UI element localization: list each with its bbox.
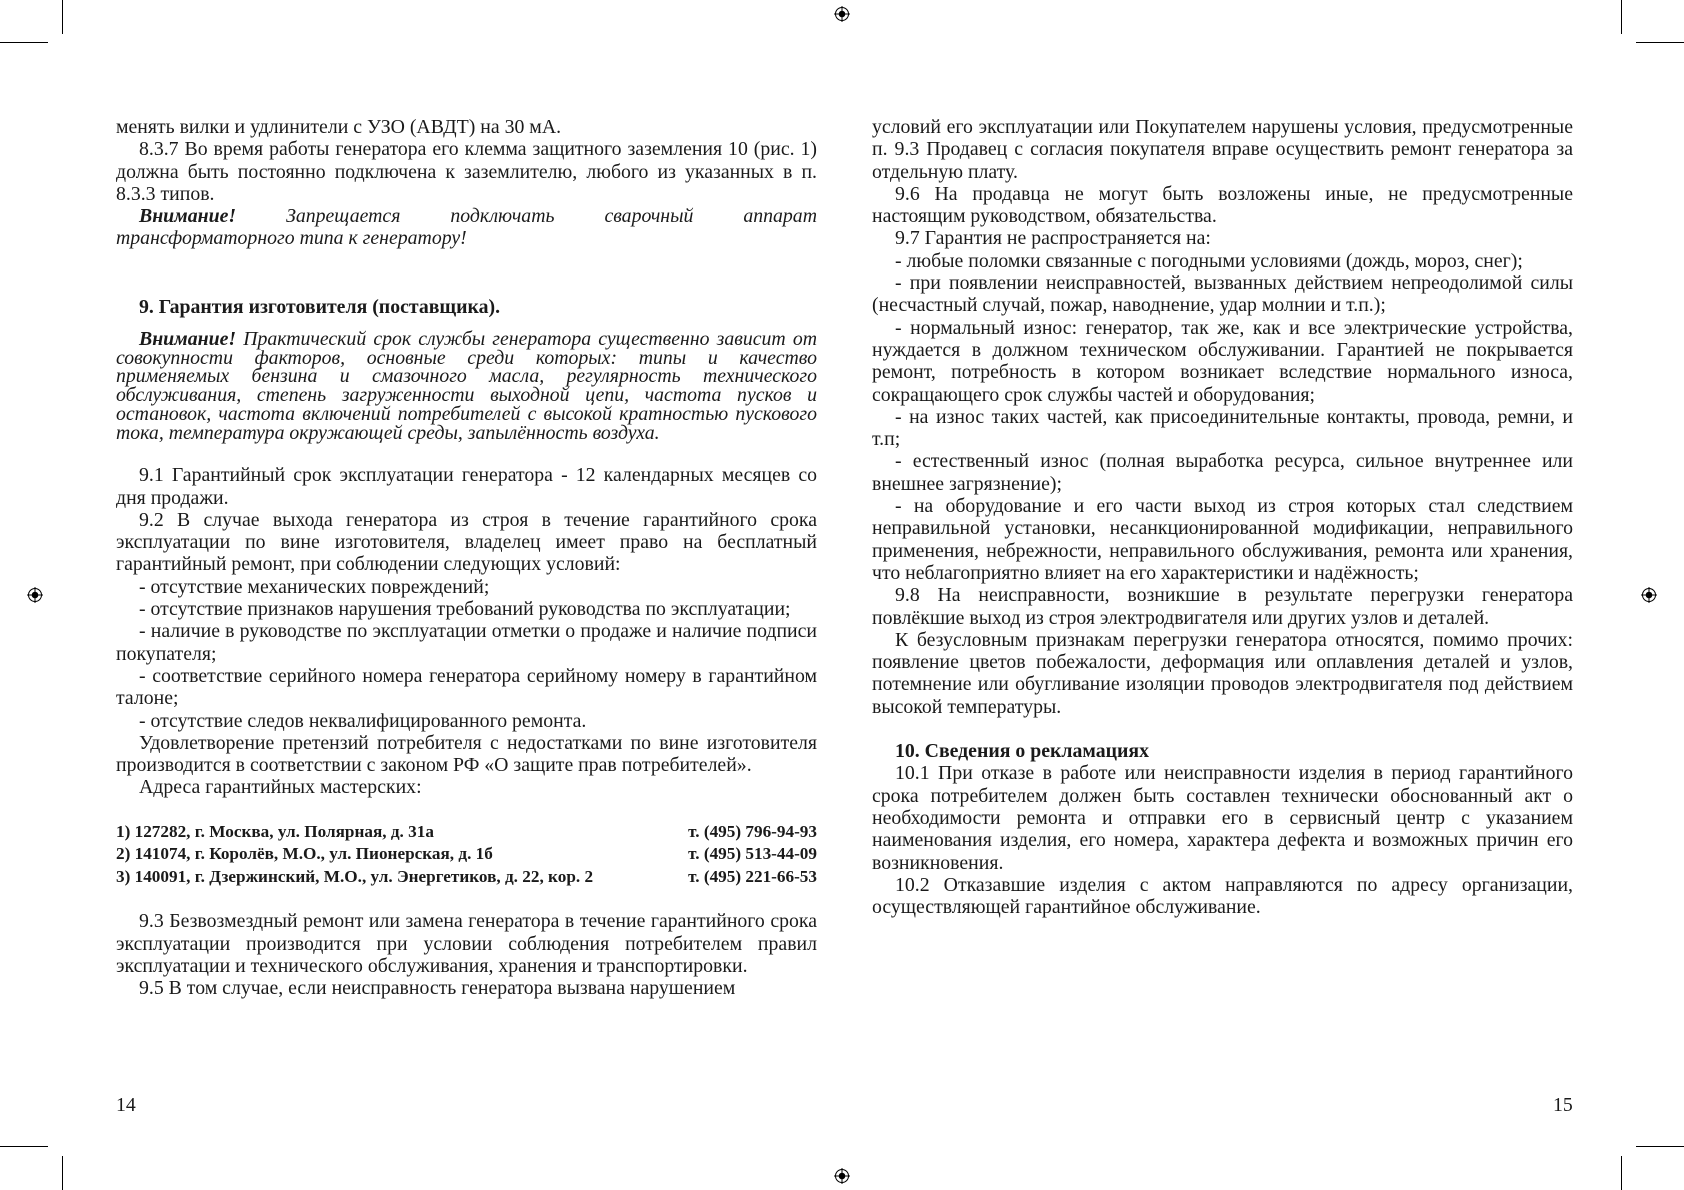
registration-mark-icon	[1641, 587, 1657, 603]
list-item: - отсутствие следов неквалифицированного ремонта.	[139, 709, 587, 732]
crop-mark	[0, 42, 48, 43]
warning-text: Практический срок службы генератора существенно зависит от совокупности факторов, основные среди которых: типы и качество применяемых бензина и смазочного масла, регулярность технического обслуживания, степень загруженности выходной цепи, частота пусков и остановок, частота включений потребителей с высокой кратностью пускового тока, температура окружающей среды, запылённость воздуха.	[116, 328, 817, 444]
address-cell: 3) 140091, г. Дзержинский, М.О., ул. Энергетиков, д. 22, кор. 2	[116, 866, 594, 886]
crop-mark	[1621, 1156, 1622, 1190]
left-page-column	[116, 116, 817, 999]
paragraph-10-1: 10.1 При отказе в работе или неисправности изделия в период гарантийного срока потребителем должен быть составлен технически обоснованный акт о необходимости ремонта и отправки его в сервисный центр с указанием наименования изделия, его номера, характера дефекта и возможных причин его возникновения.	[872, 762, 1573, 874]
paragraph-8-3-7: 8.3.7 Во время работы генератора его клемма защитного заземления 10 (рис. 1) должна быть постоянно подключена к заземлителю, любого из указанных в п. 8.3.3 типов.	[116, 138, 817, 205]
paragraph-9-5-start: 9.5 В том случае, если неисправность генератора вызвана нарушением	[139, 977, 736, 1000]
crop-mark	[1621, 0, 1622, 34]
page-number: 14	[116, 1094, 136, 1116]
crop-mark	[62, 0, 63, 34]
list-item: - естественный износ (полная выработка ресурса, сильное внутреннее или внешнее загрязнение);	[872, 450, 1573, 495]
warning-text: Запрещается подключать сварочный аппарат трансформаторного типа к генератору!	[116, 205, 817, 250]
list-item: - наличие в руководстве по эксплуатации отметки о продаже и наличие подписи покупателя;	[116, 620, 817, 665]
warning-label: Внимание!	[139, 205, 237, 228]
registration-mark-icon	[27, 587, 43, 603]
addresses-table	[116, 821, 817, 889]
table-row	[116, 843, 817, 866]
warning-label: Внимание!	[139, 328, 237, 351]
address-cell: 2) 141074, г. Королёв, М.О., ул. Пионерская, д. 1б	[116, 844, 493, 864]
crop-mark	[1636, 1146, 1684, 1147]
phone-cell: т. (495) 221-66-53	[688, 866, 817, 886]
warning-service-life	[116, 330, 817, 442]
paragraph-9-6: 9.6 На продавца не могут быть возложены иные, не предусмотренные настоящим руководством, обязательства.	[872, 182, 1573, 228]
section-9-title: 9. Гарантия изготовителя (поставщика).	[139, 295, 501, 318]
crop-mark	[1636, 42, 1684, 43]
paragraph-9-8: 9.8 На неисправности, возникшие в результате перегрузки генератора повлёкшие выход из строя электродвигателя или других узлов и деталей.	[872, 584, 1573, 629]
list-item: - отсутствие признаков нарушения требований руководства по эксплуатации;	[139, 598, 791, 621]
warning-welding	[116, 205, 817, 250]
phone-cell: т. (495) 796-94-93	[688, 821, 817, 841]
paragraph-claims: Удовлетворение претензий потребителя с недостатками по вине изготовителя производится в соответствии с законом РФ «О защите прав потребителей».	[116, 731, 817, 777]
section-10-title: 10. Сведения о рекламациях	[895, 740, 1150, 763]
addresses-title: Адреса гарантийных мастерских:	[139, 776, 422, 799]
list-item: - на оборудование и его части выход из строя которых стал следствием неправильной установки, несанкционированной модификации, неправильного применения, небрежности, неправильного обслуживания, ремонта или хранения, что неблагоприятно влияет на его характеристики и надёжность;	[872, 495, 1573, 584]
phone-cell: т. (495) 513-44-09	[688, 844, 817, 864]
list-item: - на износ таких частей, как присоединительные контакты, провода, ремни, и т.п;	[872, 405, 1573, 451]
paragraph-overload: К безусловным признакам перегрузки генератора относятся, помимо прочих: появление цветов побежалости, деформация или оплавления деталей и узлов, потемнение или обугливание изоляции проводов электродвигателя под действием высокой температуры.	[872, 628, 1573, 718]
address-cell: 1) 127282, г. Москва, ул. Полярная, д. 31а	[116, 821, 434, 841]
table-row	[116, 866, 817, 889]
page-number: 15	[1553, 1094, 1573, 1116]
list-item: - любые поломки связанные с погодными условиями (дождь, мороз, снег);	[895, 249, 1523, 272]
paragraph: менять вилки и удлинители с УЗО (АВДТ) на 30 мА.	[116, 116, 562, 138]
table-row	[116, 821, 817, 844]
paragraph-9-1: 9.1 Гарантийный срок эксплуатации генератора - 12 календарных месяцев со дня продажи.	[116, 464, 817, 509]
paragraph-9-5-continued: условий его эксплуатации или Покупателем нарушены условия, предусмотренные п. 9.3 Продавец с согласия покупателя вправе осуществить ремонт генератора за отдельную плату.	[872, 116, 1573, 183]
crop-mark	[0, 1146, 48, 1147]
list-item: - отсутствие механических повреждений;	[139, 575, 490, 598]
registration-mark-icon	[834, 1168, 850, 1184]
list-item: - при появлении неисправностей, вызванных действием непреодолимой силы (несчастный случай, пожар, наводнение, удар молнии и т.п.);	[872, 272, 1573, 317]
paragraph-10-2: 10.2 Отказавшие изделия с актом направляются по адресу организации, осуществляющей гарантийное обслуживание.	[872, 873, 1573, 919]
list-item: - нормальный износ: генератор, так же, как и все электрические устройства, нуждается в должном техническом обслуживании. Гарантией не покрывается ремонт, потребность в котором возникает вследствие нормального износа, сокращающего срок службы частей и оборудования;	[872, 316, 1573, 406]
right-page-column	[872, 116, 1573, 918]
crop-mark	[62, 1156, 63, 1190]
paragraph-9-2: 9.2 В случае выхода генератора из строя в течение гарантийного срока эксплуатации по вине изготовителя, владелец имеет право на бесплатный гарантийный ремонт, при соблюдении следующих условий:	[116, 508, 817, 576]
paragraph-9-7: 9.7 Гарантия не распространяется на:	[895, 227, 1211, 250]
list-item: - соответствие серийного номера генератора серийному номеру в гарантийном талоне;	[116, 664, 817, 710]
registration-mark-icon	[834, 6, 850, 22]
paragraph-9-3: 9.3 Безвозмездный ремонт или замена генератора в течение гарантийного срока эксплуатации производится при условии соблюдения потребителем правил эксплуатации и технического обслуживания, хранения и транспортировки.	[116, 910, 817, 977]
